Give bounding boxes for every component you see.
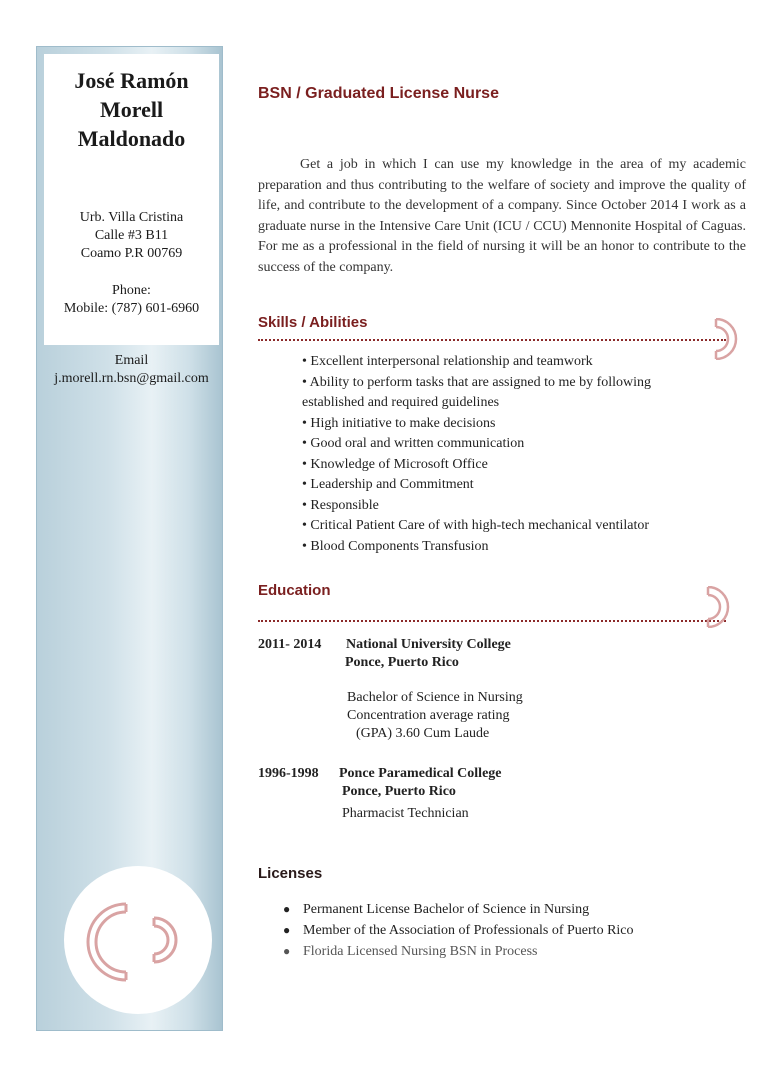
list-item: • High initiative to make decisions bbox=[302, 415, 496, 431]
section-divider bbox=[258, 339, 726, 341]
licenses-list bbox=[258, 899, 728, 962]
phone-value: Mobile: (787) 601-6960 bbox=[63, 301, 200, 316]
list-item: established and required guidelines bbox=[302, 395, 500, 410]
skills-list bbox=[302, 352, 732, 557]
license-text: Permanent License Bachelor of Science in Nursing bbox=[303, 902, 590, 917]
licenses-heading bbox=[258, 865, 322, 882]
c-emblem-icon bbox=[64, 866, 212, 1014]
education-heading: Education bbox=[258, 582, 331, 599]
list-item bbox=[258, 899, 728, 920]
candidate-name bbox=[44, 66, 219, 153]
license-text: Florida Licensed Nursing BSN in Process bbox=[303, 944, 538, 959]
phone-label: Phone: bbox=[112, 283, 151, 298]
education-school: Ponce Paramedical College bbox=[339, 766, 502, 781]
education-years: 1996-1998 bbox=[258, 766, 319, 781]
education-location: Ponce, Puerto Rico bbox=[345, 655, 459, 670]
address bbox=[44, 209, 219, 263]
skills-heading: Skills / Abilities bbox=[258, 314, 368, 331]
bullet-icon: ● bbox=[283, 944, 291, 958]
email-value[interactable]: j.morell.rn.bsn@gmail.com bbox=[54, 371, 209, 386]
list-item: • Critical Patient Care of with high-tech mechanical ventilator bbox=[302, 518, 650, 533]
list-item bbox=[258, 920, 728, 941]
list-item: • Ability to perform tasks that are assigned to me by following bbox=[302, 374, 652, 390]
education-detail: Bachelor of Science in Nursing bbox=[347, 690, 523, 705]
bullet-icon: ● bbox=[283, 923, 291, 937]
name-line-1: José Ramón bbox=[74, 68, 189, 93]
phone-block bbox=[44, 282, 219, 318]
name-line-3: Maldonado bbox=[77, 126, 186, 151]
list-item bbox=[258, 941, 728, 962]
address-line-1: Urb. Villa Cristina bbox=[79, 210, 184, 225]
education-location: Ponce, Puerto Rico bbox=[342, 784, 456, 799]
list-item: • Good oral and written communication bbox=[302, 436, 525, 451]
education-detail: (GPA) 3.60 Cum Laude bbox=[356, 726, 490, 741]
list-item: • Responsible bbox=[302, 497, 379, 513]
email-block bbox=[30, 352, 233, 388]
address-line-2: Calle #3 B11 bbox=[94, 228, 169, 243]
list-item: • Blood Components Transfusion bbox=[302, 538, 489, 554]
objective-text: Get a job in which I can use my knowledge in the area of my academic preparation and thus contributing to the welfare of society and improve the quality of life, and contribute to the development of a company. Since October 2014 I work as a graduate nurse in the Intensive Care Unit (ICU / CCU) Mennonite Hospital of Caguas. For me as a professional in the field of nursing it will be an honor to contribute to the success of the company. bbox=[258, 157, 746, 275]
list-item: • Leadership and Commitment bbox=[302, 477, 474, 492]
email-label: Email bbox=[114, 353, 149, 368]
half-circle-icon bbox=[706, 586, 732, 628]
address-line-3: Coamo P.R 00769 bbox=[80, 246, 183, 261]
name-line-2: Morell bbox=[99, 97, 164, 122]
section-divider bbox=[258, 620, 726, 622]
bullet-icon: ● bbox=[283, 902, 291, 916]
education-school: National University College bbox=[346, 637, 511, 652]
education-detail: Pharmacist Technician bbox=[342, 806, 469, 821]
education-detail: Concentration average rating bbox=[347, 708, 510, 723]
licenses-heading-text: Licenses bbox=[258, 865, 323, 882]
job-title: BSN / Graduated License Nurse bbox=[258, 85, 499, 102]
objective-paragraph bbox=[258, 155, 746, 278]
license-text: Member of the Association of Professionals of Puerto Rico bbox=[303, 923, 634, 938]
list-item: • Knowledge of Microsoft Office bbox=[302, 456, 488, 472]
education-years: 2011- 2014 bbox=[258, 637, 322, 652]
list-item: • Excellent interpersonal relationship and teamwork bbox=[302, 354, 593, 369]
